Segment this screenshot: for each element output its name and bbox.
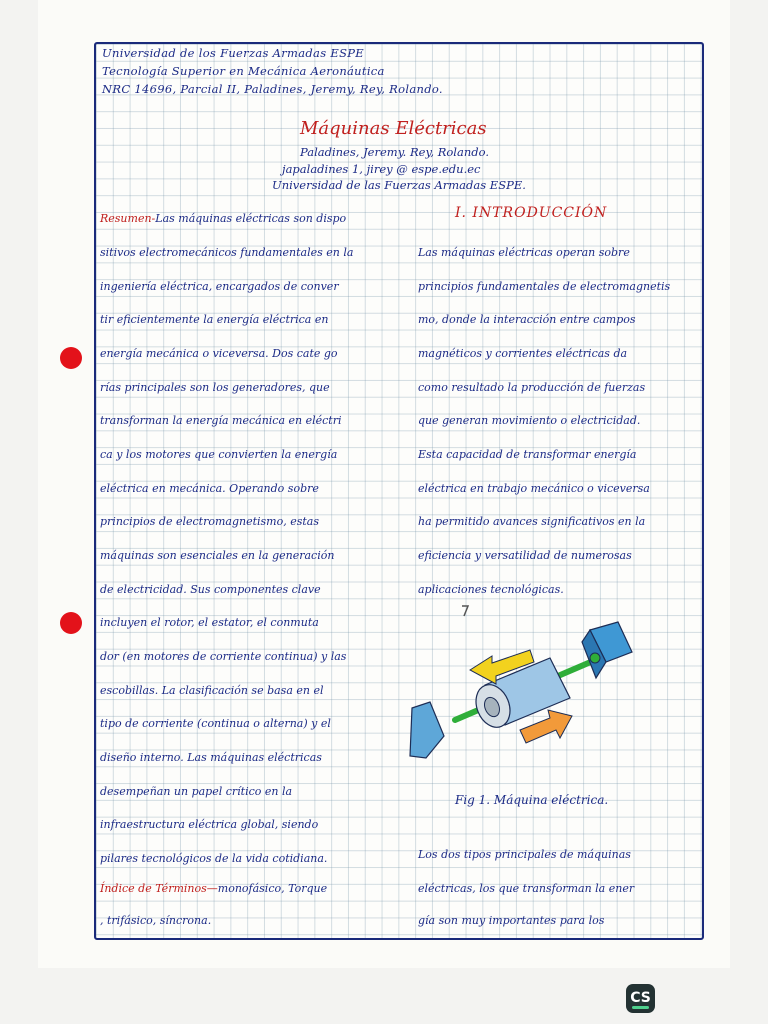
header-program: Tecnología Superior en Mecánica Aeronáutica xyxy=(102,64,385,78)
intro-line: eficiencia y versatilidad de numerosas xyxy=(418,549,632,562)
after-figure-line: eléctricas, los que transforman la ener xyxy=(418,882,635,895)
terminal-box-shape xyxy=(582,622,632,678)
intro-line: magnéticos y corrientes eléctricas da xyxy=(418,347,628,360)
intro-line: principios fundamentales de electromagnetis xyxy=(418,280,671,293)
abstract-first-line xyxy=(100,212,346,225)
index-terms-continued: , trifásico, síncrona. xyxy=(100,914,212,927)
header-course-info: NRC 14696, Parcial II, Paladines, Jeremy, Rey, Rolando. xyxy=(102,82,443,96)
abstract-line: tipo de corriente (continua o alterna) y el xyxy=(100,717,331,730)
after-figure-line: Los dos tipos principales de máquinas xyxy=(418,848,631,861)
abstract-line: de electricidad. Sus componentes clave xyxy=(100,583,321,596)
abstract-line: desempeñan un papel crítico en la xyxy=(100,785,293,798)
intro-line: aplicaciones tecnológicas. xyxy=(418,583,564,596)
abstract-line: eléctrica en mecánica. Operando sobre xyxy=(100,482,319,495)
figure-caption: Fig 1. Máquina eléctrica. xyxy=(455,793,609,807)
intro-line: como resultado la producción de fuerzas xyxy=(418,381,646,394)
after-figure-line: gía son muy importantes para los xyxy=(418,914,605,927)
intro-line: ha permitido avances significativos en la xyxy=(418,515,646,528)
abstract-line: escobillas. La clasificación se basa en el xyxy=(100,684,324,697)
intro-line: que generan movimiento o electricidad. xyxy=(418,414,641,427)
paper-affiliation: Universidad de las Fuerzas Armadas ESPE. xyxy=(272,178,526,192)
base-block-shape xyxy=(410,702,444,758)
abstract-first-text: Las máquinas eléctricas son dispo xyxy=(155,212,347,225)
punch-hole xyxy=(60,347,82,369)
index-terms-text: monofásico, Torque xyxy=(217,882,328,895)
section-heading: I. INTRODUCCIÓN xyxy=(455,205,608,221)
abstract-line: incluyen el rotor, el estator, el conmuta xyxy=(100,616,319,629)
pencil-mark-shape xyxy=(462,606,468,616)
intro-line: eléctrica en trabajo mecánico o viceversa xyxy=(418,482,650,495)
intro-line: mo, donde la interacción entre campos xyxy=(418,313,636,326)
abstract-line: transforman la energía mecánica en eléctri xyxy=(100,414,342,427)
punch-hole xyxy=(60,612,82,634)
index-terms-label: Índice de Términos— xyxy=(100,882,218,895)
intro-line: Esta capacidad de transformar energía xyxy=(418,448,637,461)
abstract-line: tir eficientemente la energía eléctrica en xyxy=(100,313,329,326)
intro-line: Las máquinas eléctricas operan sobre xyxy=(418,246,630,259)
paper-emails: japaladines 1, jirey @ espe.edu.ec xyxy=(282,162,481,176)
abstract-line: rías principales son los generadores, que xyxy=(100,381,330,394)
abstract-line: principios de electromagnetismo, estas xyxy=(100,515,319,528)
abstract-line: pilares tecnológicos de la vida cotidiana. xyxy=(100,852,328,865)
abstract-line: infraestructura eléctrica global, siendo xyxy=(100,818,319,831)
abstract-label: Resumen- xyxy=(100,212,156,225)
electric-machine-figure xyxy=(400,600,640,770)
abstract-line: diseño interno. Las máquinas eléctricas xyxy=(100,751,322,764)
abstract-line: ingeniería eléctrica, encargados de conver xyxy=(100,280,339,293)
paper-authors: Paladines, Jeremy. Rey, Rolando. xyxy=(300,145,489,159)
abstract-line: dor (en motores de corriente continua) y las xyxy=(100,650,347,663)
paper-title: Máquinas Eléctricas xyxy=(300,118,487,139)
index-terms-line xyxy=(100,882,327,895)
abstract-line: máquinas son esenciales en la generación xyxy=(100,549,335,562)
logo-accent xyxy=(632,1006,649,1009)
abstract-line: energía mecánica o viceversa. Dos cate go xyxy=(100,347,338,360)
abstract-line: sitivos electromecánicos fundamentales en la xyxy=(100,246,354,259)
logo-text: CS xyxy=(630,990,651,1006)
camscanner-logo xyxy=(626,984,655,1013)
abstract-line: ca y los motores que convierten la energía xyxy=(100,448,338,461)
header-university: Universidad de los Fuerzas Armadas ESPE xyxy=(102,46,364,60)
